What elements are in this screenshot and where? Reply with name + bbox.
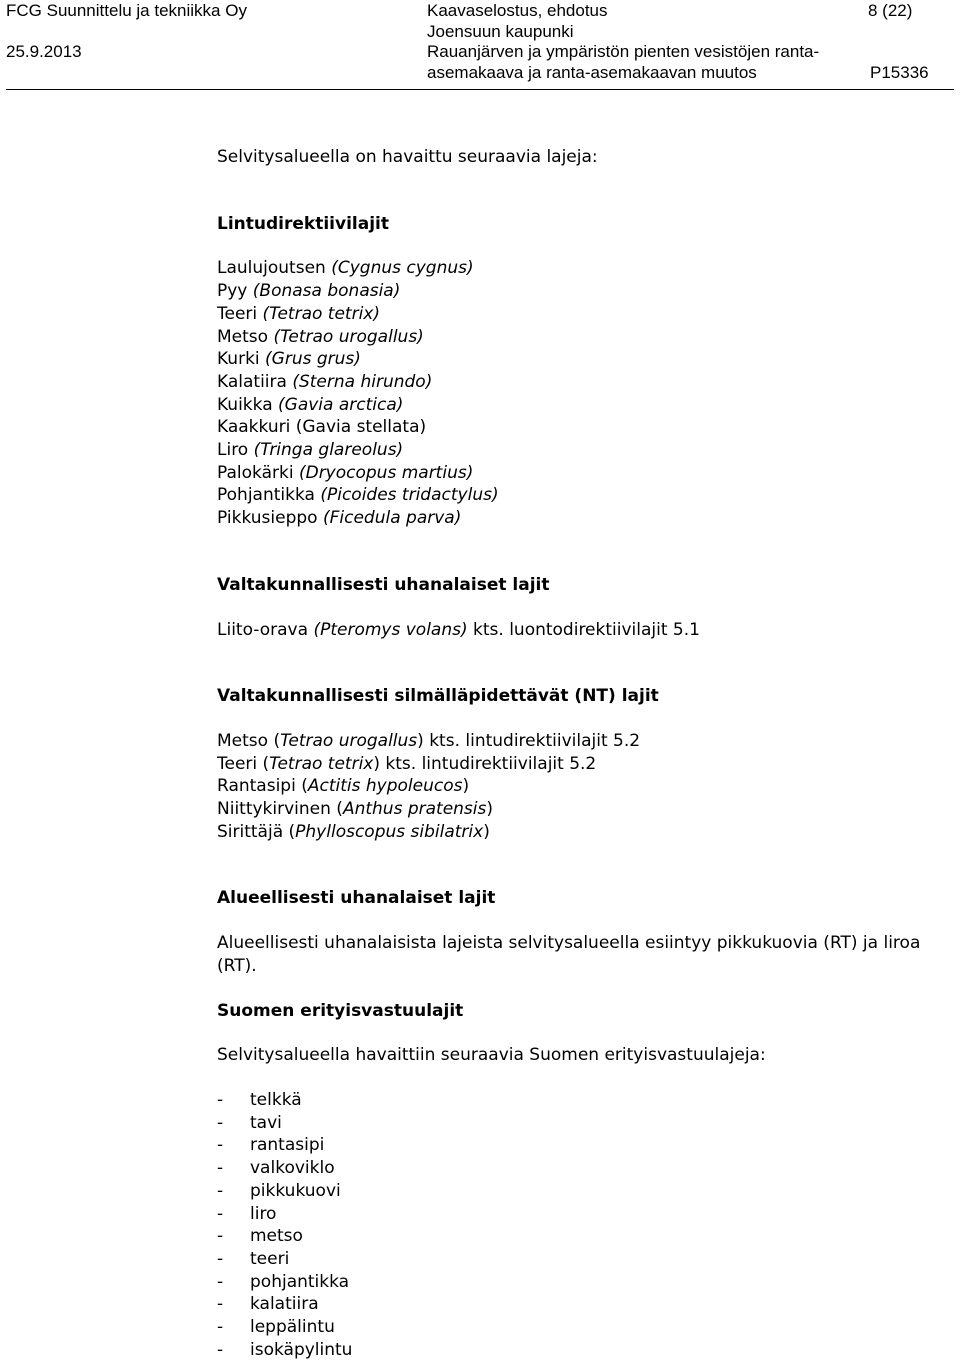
list-item: Niittykirvinen (Anthus pratensis) xyxy=(217,799,494,820)
document-type: Kaavaselostus, ehdotus xyxy=(427,1,608,20)
list-item: - metso xyxy=(217,1226,303,1247)
section-regional xyxy=(217,887,957,977)
list-item: - liro xyxy=(217,1203,277,1224)
list-item: Pohjantikka (Picoides tridactylus) xyxy=(217,485,499,506)
list-item: Palokärki (Dryocopus martius) xyxy=(217,462,474,483)
list-item: Sirittäjä (Phylloscopus sibilatrix) xyxy=(217,821,490,842)
section-heading: Alueellisesti uhanalaiset lajit xyxy=(217,888,496,909)
section-near-threatened xyxy=(217,685,957,843)
city-name: Joensuun kaupunki xyxy=(427,22,574,41)
regional-text: Alueellisesti uhanalaisista lajeista selvitysalueella esiintyy pikkukuovia (RT) ja liroa (RT). xyxy=(217,933,921,976)
page-number: 8 (22) xyxy=(868,1,913,20)
list-item: - pikkukuovi xyxy=(217,1180,341,1201)
list-item: - teeri xyxy=(217,1248,290,1269)
list-item: - kalatiira xyxy=(217,1294,319,1315)
responsibility-intro: Selvitysalueella havaittiin seuraavia Suomen erityisvastuulajeja: xyxy=(217,1045,766,1066)
list-item: - pohjantikka xyxy=(217,1271,350,1292)
list-item: Laulujoutsen (Cygnus cygnus) xyxy=(217,258,474,279)
section-heading: Suomen erityisvastuulajit xyxy=(217,1000,464,1021)
header-divider xyxy=(6,89,954,90)
list-item: Metso (Tetrao urogallus) xyxy=(217,326,424,347)
document-body xyxy=(217,146,957,1361)
list-item: Teeri (Tetrao tetrix) kts. lintudirektiivilajit 5.2 xyxy=(217,753,597,774)
list-item: Liito-orava (Pteromys volans) kts. luontodirektiivilajit 5.1 xyxy=(217,619,700,640)
section-heading: Valtakunnallisesti silmälläpidettävät (NT) lajit xyxy=(217,686,659,707)
list-item: Liro (Tringa glareolus) xyxy=(217,440,404,461)
document-date: 25.9.2013 xyxy=(6,42,82,61)
list-item: Kaakkuri (Gavia stellata) xyxy=(217,417,427,438)
intro-text: Selvitysalueella on havaittu seuraavia lajeja: xyxy=(217,147,598,167)
section-responsibility xyxy=(217,1000,957,1362)
list-item: Pyy (Bonasa bonasia) xyxy=(217,281,401,302)
list-item: Kalatiira (Sterna hirundo) xyxy=(217,371,433,392)
list-item: - valkoviklo xyxy=(217,1158,335,1179)
bird-list xyxy=(217,257,957,529)
list-item: Pikkusieppo (Ficedula parva) xyxy=(217,508,462,529)
list-item: Rantasipi (Actitis hypoleucos) xyxy=(217,776,470,797)
page-header xyxy=(0,0,960,92)
project-title-line1: Rauanjärven ja ympäristön pienten vesistöjen ranta- xyxy=(427,42,820,61)
section-heading: Valtakunnallisesti uhanalaiset lajit xyxy=(217,574,550,595)
project-title-line2: asemakaava ja ranta-asemakaavan muutos xyxy=(427,63,757,82)
nt-list xyxy=(217,730,957,844)
responsibility-list xyxy=(217,1089,957,1361)
list-item: - tavi xyxy=(217,1112,282,1133)
section-threatened xyxy=(217,574,957,641)
list-item: Teeri (Tetrao tetrix) xyxy=(217,303,380,324)
list-item: - rantasipi xyxy=(217,1135,325,1156)
company-name: FCG Suunnittelu ja tekniikka Oy xyxy=(6,1,247,20)
section-bird-directive xyxy=(217,213,957,530)
list-item: Kuikka (Gavia arctica) xyxy=(217,394,404,415)
list-item: - telkkä xyxy=(217,1089,302,1110)
list-item: - isokäpylintu xyxy=(217,1339,353,1360)
list-item: Kurki (Grus grus) xyxy=(217,349,361,370)
project-code: P15336 xyxy=(870,63,929,82)
list-item: Metso (Tetrao urogallus) kts. lintudirektiivilajit 5.2 xyxy=(217,730,641,751)
list-item: - leppälintu xyxy=(217,1317,335,1338)
section-heading: Lintudirektiivilajit xyxy=(217,213,389,234)
